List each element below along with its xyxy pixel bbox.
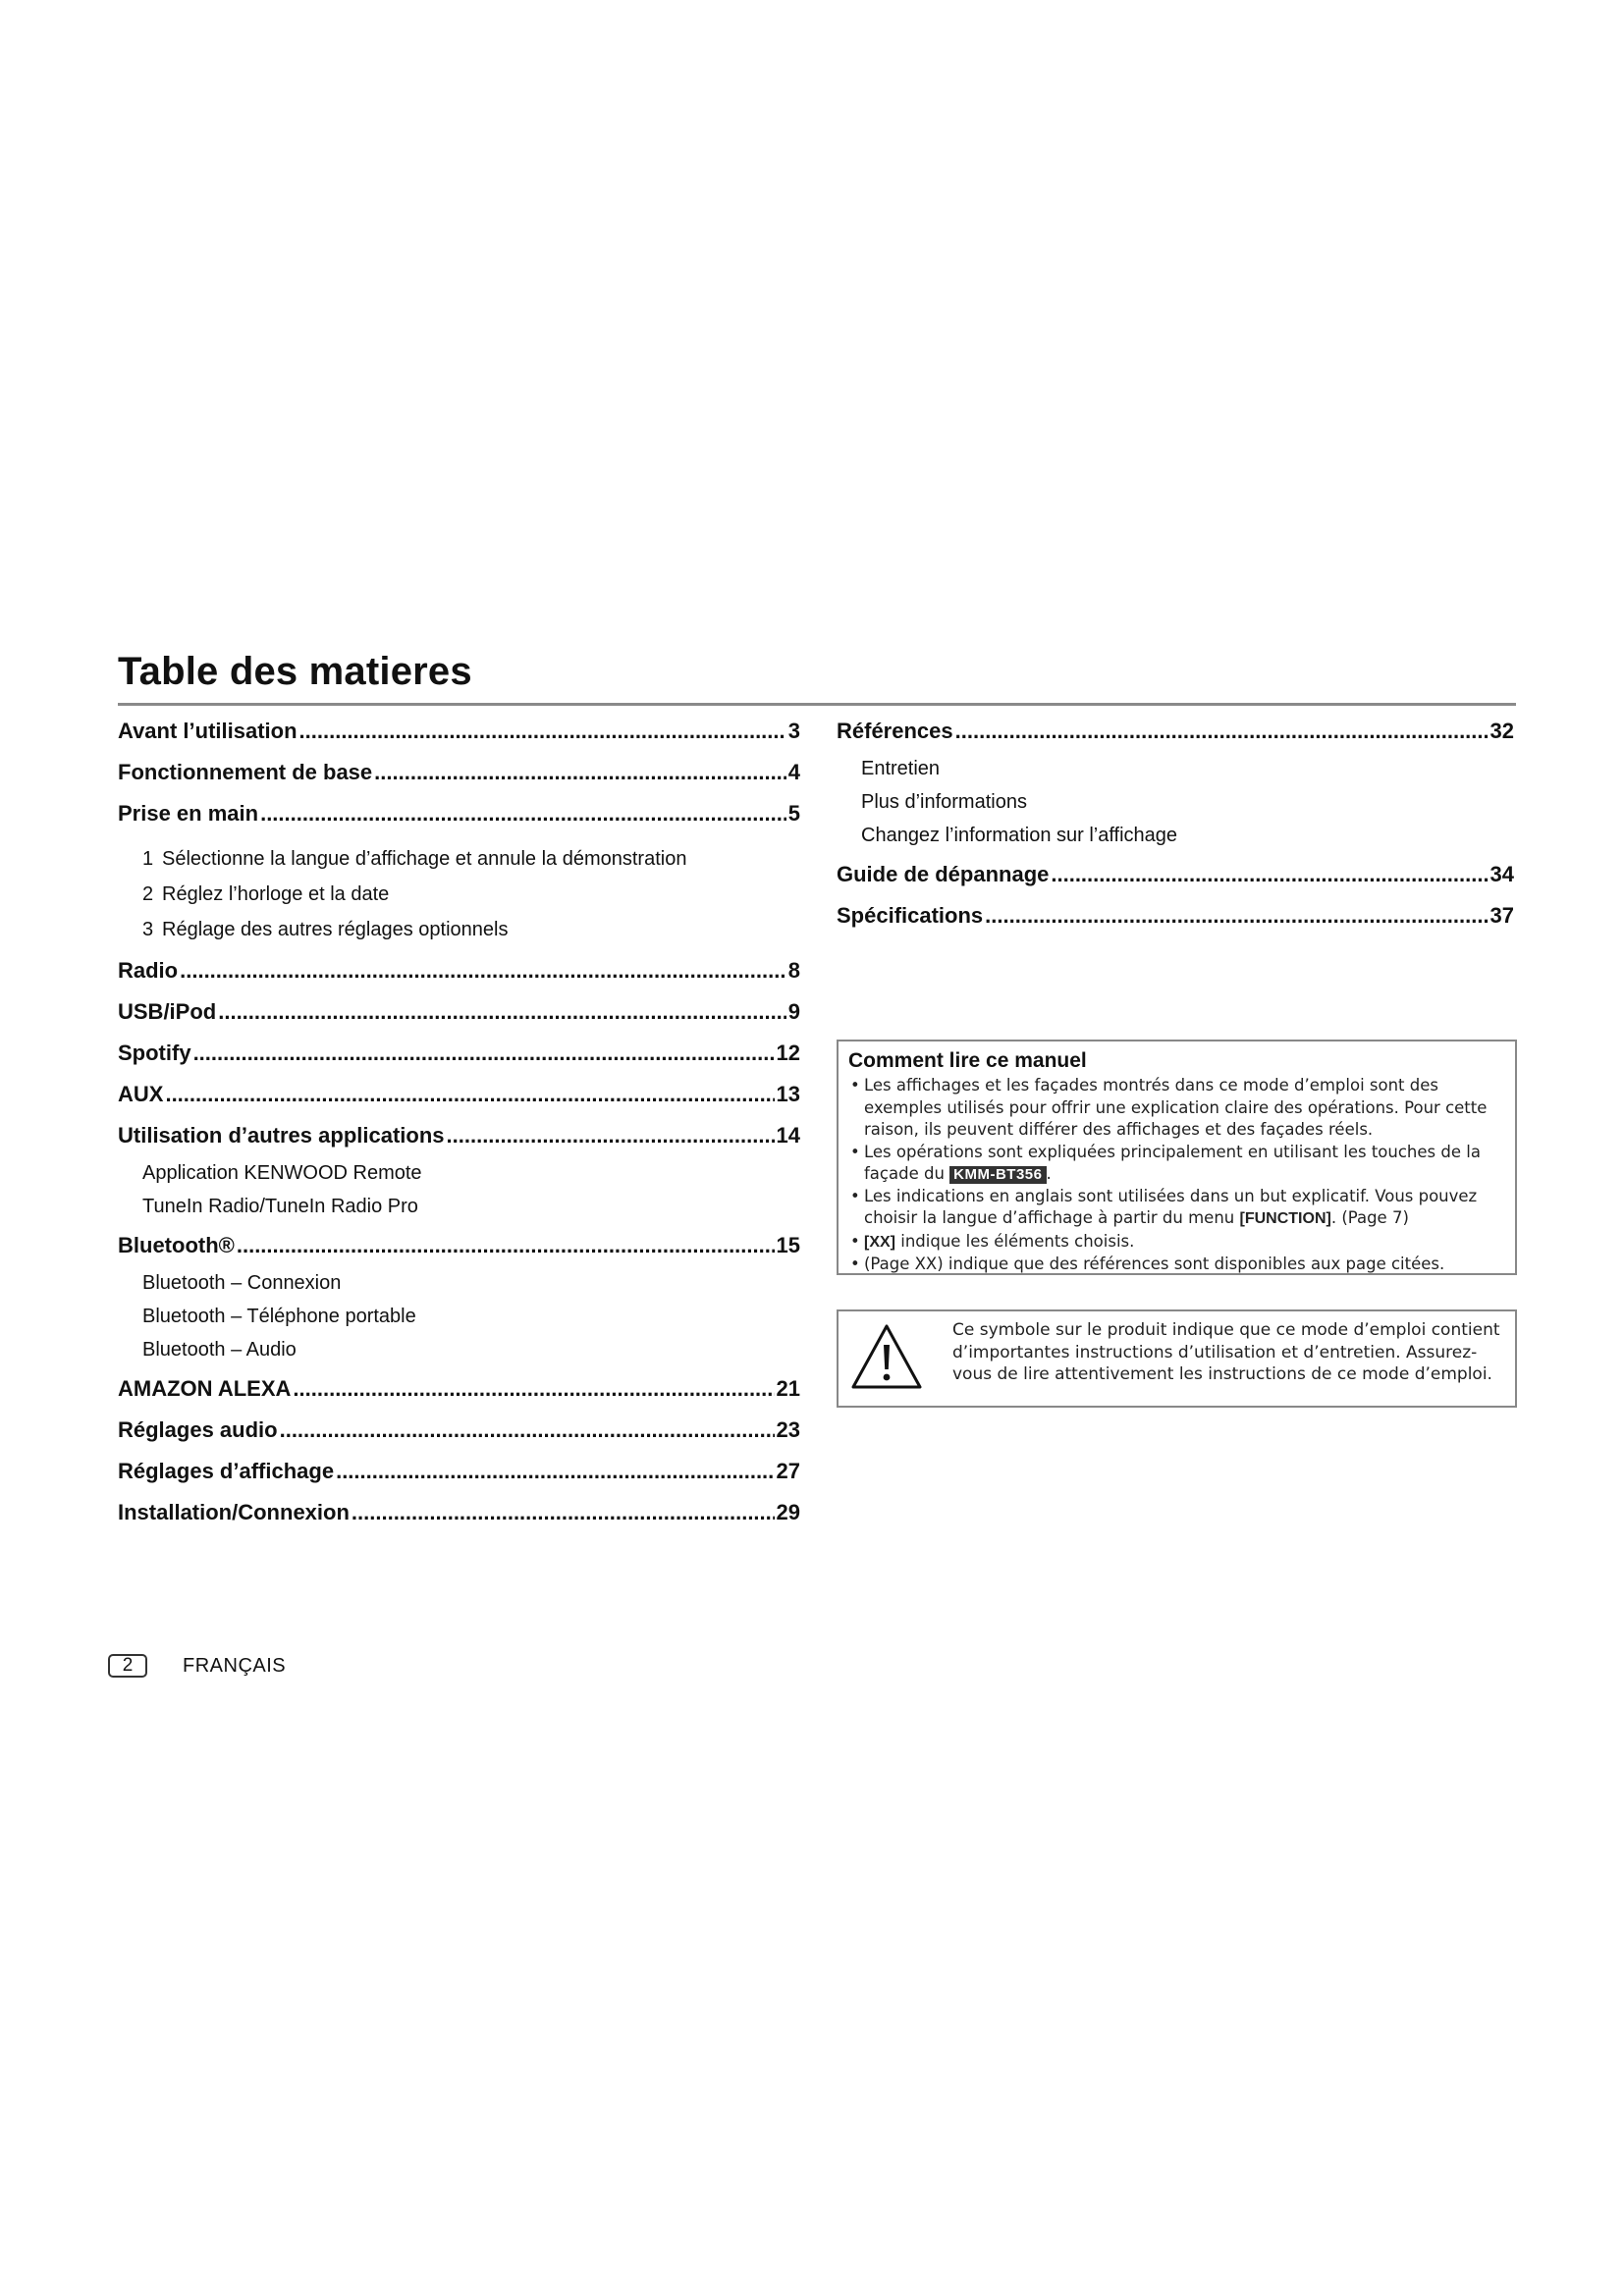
- toc-subentry[interactable]: Plus d’informations: [861, 791, 1027, 813]
- toc-entry-page: 3: [787, 719, 800, 743]
- toc-entry-spotify[interactable]: [118, 1033, 800, 1074]
- note-item: • Les indications en anglais sont utilisées dans un but explicatif. Vous pouvez choisir la langue d’affichage à partir du menu [FUNCTION]. (Page 7): [848, 1186, 1505, 1231]
- toc-entry-label: Bluetooth®: [118, 1233, 235, 1257]
- toc-leader-dots: [180, 950, 786, 991]
- note-list: [848, 1075, 1505, 1276]
- page-number: 2: [108, 1654, 147, 1678]
- toc-entry-page: 13: [776, 1082, 800, 1106]
- toc-subentry-label: Réglage des autres réglages optionnels: [162, 919, 509, 940]
- toc-entry-label: Prise en main: [118, 801, 259, 826]
- toc-entry-guide-de-depannage[interactable]: [837, 854, 1514, 895]
- note-item: • Les opérations sont expliquées principalement en utilisant les touches de la façade du KMM-BT356 .: [848, 1142, 1505, 1186]
- toc-entry-radio[interactable]: [118, 950, 800, 991]
- toc-entry-page: 8: [787, 958, 800, 983]
- toc-sublist: [118, 1266, 800, 1366]
- toc-leader-dots: [218, 991, 786, 1033]
- toc-entry-specifications[interactable]: [837, 895, 1514, 936]
- toc-subentry[interactable]: TuneIn Radio/TuneIn Radio Pro: [142, 1196, 418, 1217]
- toc-leader-dots: [260, 793, 786, 834]
- toc-subentry-number: 2: [142, 883, 154, 905]
- toc-entry-page: 32: [1489, 719, 1514, 743]
- toc-subentry[interactable]: [118, 878, 800, 913]
- toc-entry-reglages-d-affichage[interactable]: [118, 1451, 800, 1492]
- toc-entry-prise-en-main[interactable]: [118, 793, 800, 834]
- toc-entry-fonctionnement-de-base[interactable]: [118, 752, 800, 793]
- toc-leader-dots: [237, 1225, 775, 1266]
- toc-entry-label: Fonctionnement de base: [118, 760, 373, 784]
- toc-subentry[interactable]: Application KENWOOD Remote: [142, 1162, 422, 1184]
- toc-entry-label: Spécifications: [837, 903, 984, 928]
- warning-text: Ce symbole sur le produit indique que ce mode d’emploi contient d’importantes instructions d’utilisation et d’entretien. Assurez-vous de lire attentivement les instructions de ce mode d’emploi.: [952, 1320, 1500, 1384]
- title-divider: [118, 703, 1516, 706]
- toc-leader-dots: [193, 1033, 775, 1074]
- page-footer: [108, 1654, 286, 1678]
- note-item: • (Page XX) indique que des références sont disponibles aux page citées.: [848, 1254, 1505, 1276]
- toc-left-column: [118, 711, 800, 1533]
- toc-entry-bluetooth[interactable]: [118, 1225, 800, 1266]
- note-item: • [XX] indique les éléments choisis.: [848, 1231, 1505, 1255]
- toc-entry-label: Références: [837, 719, 953, 743]
- toc-entry-label: USB/iPod: [118, 999, 217, 1024]
- toc-sublist: [118, 834, 800, 948]
- toc-entry-amazon-alexa[interactable]: [118, 1368, 800, 1410]
- language-label: FRANÇAIS: [183, 1654, 287, 1677]
- toc-entry-page: 9: [787, 999, 800, 1024]
- selected-key-label: [XX]: [864, 1233, 895, 1251]
- toc-subentry[interactable]: Changez l’information sur l’affichage: [861, 825, 1178, 846]
- toc-leader-dots: [955, 711, 1489, 752]
- toc-subentry[interactable]: Bluetooth – Téléphone portable: [142, 1306, 416, 1327]
- toc-entry-avant-l-utilisation[interactable]: [118, 711, 800, 752]
- toc-entry-page: 15: [776, 1233, 800, 1257]
- toc-entry-page: 5: [787, 801, 800, 826]
- toc-entry-page: 23: [776, 1417, 800, 1442]
- toc-entry-page: 4: [787, 760, 800, 784]
- note-item: • Les affichages et les façades montrés dans ce mode d’emploi sont des exemples utilisés pour offrir une explication claire des opérations. Pour cette raison, ils peuvent différer des affichages et des façades réels.: [848, 1075, 1505, 1142]
- toc-entry-page: 21: [776, 1376, 800, 1401]
- toc-leader-dots: [985, 895, 1488, 936]
- toc-subentry-label: Réglez l’horloge et la date: [162, 883, 390, 905]
- toc-subentry-label: Sélectionne la langue d’affichage et annule la démonstration: [162, 848, 687, 870]
- toc-leader-dots: [165, 1074, 774, 1115]
- toc-entry-installation-connexion[interactable]: [118, 1492, 800, 1533]
- toc-entry-label: Réglages audio: [118, 1417, 278, 1442]
- note-title: Comment lire ce manuel: [848, 1049, 1087, 1072]
- toc-entry-label: Radio: [118, 958, 179, 983]
- toc-entry-label: AMAZON ALEXA: [118, 1376, 292, 1401]
- toc-leader-dots: [336, 1451, 774, 1492]
- toc-right-column: [837, 711, 1514, 936]
- toc-entry-label: Installation/Connexion: [118, 1500, 350, 1524]
- toc-entry-usb-ipod[interactable]: [118, 991, 800, 1033]
- toc-entry-label: Avant l’utilisation: [118, 719, 298, 743]
- toc-leader-dots: [293, 1368, 774, 1410]
- toc-entry-reglages-audio[interactable]: [118, 1410, 800, 1451]
- page-title: Table des matieres: [118, 650, 472, 693]
- toc-entry-page: 29: [776, 1500, 800, 1524]
- toc-subentry-number: 3: [142, 919, 154, 940]
- how-to-read-box: [837, 1040, 1517, 1275]
- toc-entry-page: 14: [776, 1123, 800, 1148]
- model-badge: KMM-BT356: [949, 1166, 1046, 1184]
- toc-leader-dots: [299, 711, 786, 752]
- toc-leader-dots: [280, 1410, 775, 1451]
- toc-entry-page: 37: [1489, 903, 1514, 928]
- toc-subentry[interactable]: [118, 913, 800, 948]
- warning-box: [837, 1309, 1517, 1408]
- toc-entry-page: 12: [776, 1041, 800, 1065]
- warning-triangle-icon: [850, 1323, 923, 1390]
- toc-subentry[interactable]: [118, 842, 800, 878]
- toc-entry-label: AUX: [118, 1082, 164, 1106]
- toc-subentry[interactable]: Bluetooth – Connexion: [142, 1272, 342, 1294]
- function-key-label: [FUNCTION]: [1239, 1210, 1331, 1227]
- toc-entry-label: Réglages d’affichage: [118, 1459, 335, 1483]
- toc-subentry[interactable]: Bluetooth – Audio: [142, 1339, 297, 1361]
- toc-entry-label: Utilisation d’autres applications: [118, 1123, 445, 1148]
- toc-leader-dots: [374, 752, 786, 793]
- toc-entry-references[interactable]: [837, 711, 1514, 752]
- toc-entry-aux[interactable]: [118, 1074, 800, 1115]
- toc-leader-dots: [352, 1492, 775, 1533]
- toc-leader-dots: [1051, 854, 1488, 895]
- toc-entry-page: 34: [1489, 862, 1514, 886]
- toc-entry-page: 27: [776, 1459, 800, 1483]
- toc-entry-label: Guide de dépannage: [837, 862, 1050, 886]
- toc-leader-dots: [447, 1115, 775, 1156]
- toc-entry-utilisation-d-autres-applications[interactable]: [118, 1115, 800, 1156]
- toc-sublist: [118, 1156, 800, 1223]
- toc-entry-label: Spotify: [118, 1041, 191, 1065]
- toc-sublist: [837, 752, 1514, 852]
- toc-subentry-number: 1: [142, 848, 154, 870]
- toc-subentry[interactable]: Entretien: [861, 758, 941, 779]
